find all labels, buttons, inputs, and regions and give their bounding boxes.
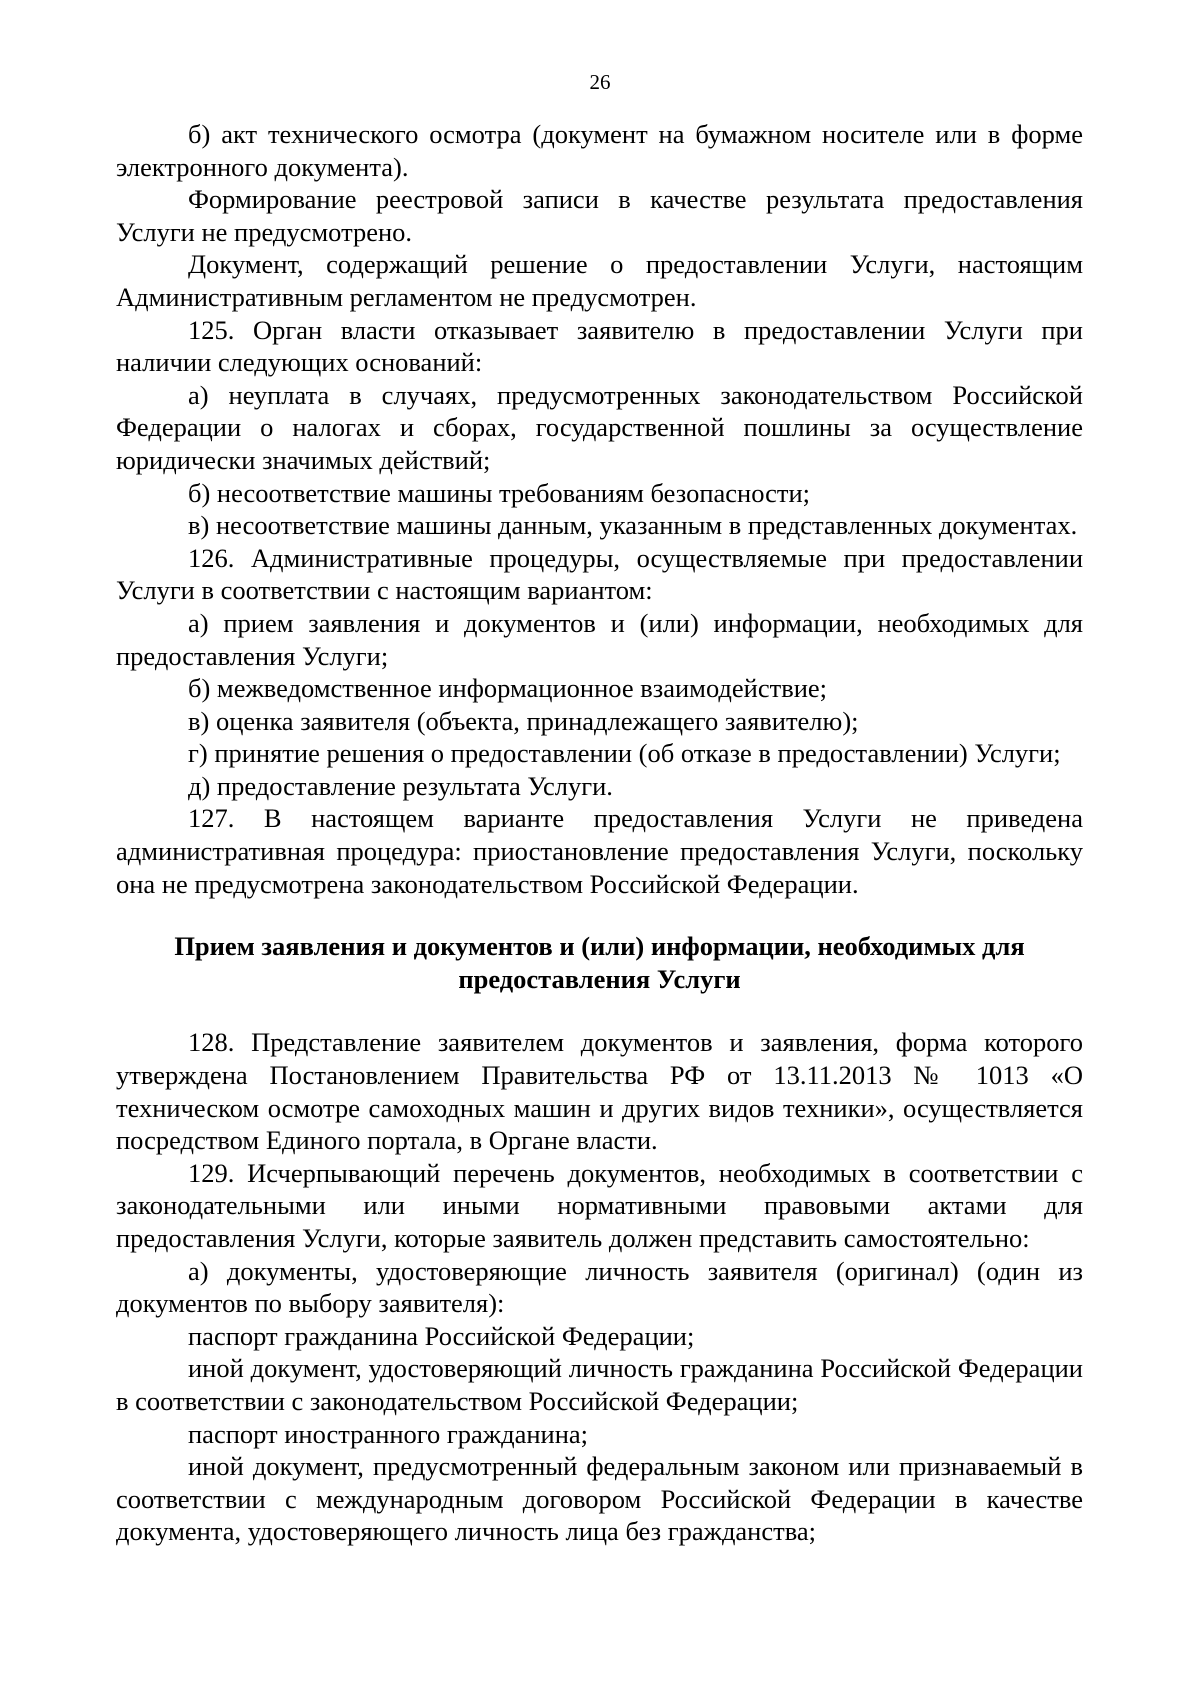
document-body <box>116 118 1083 1548</box>
paragraph: в) несоответствие машины данным, указанным в представленных документах. <box>188 510 1078 541</box>
page-number: 26 <box>589 70 611 94</box>
paragraph: иной документ, предусмотренный федеральным законом или признаваемый в соответствии с международным договором Российской Федерации в качестве документа, удостоверяющего личность лица без гражданства; <box>116 1451 1083 1547</box>
section-heading-line: предоставления Услуги <box>458 963 741 994</box>
paragraph: а) прием заявления и документов и (или) информации, необходимых для предоставления Услуги; <box>116 607 1083 671</box>
paragraph: иной документ, удостоверяющий личность гражданина Российской Федерации в соответствии с законодательством Российской Федерации; <box>116 1353 1083 1416</box>
paragraph: 125. Орган власти отказывает заявителю в предоставлении Услуги при наличии следующих оснований: <box>116 314 1083 378</box>
paragraph: б) акт технического осмотра (документ на бумажном носителе или в форме электронного документа). <box>116 119 1083 182</box>
paragraph: б) межведомственное информационное взаимодействие; <box>188 673 828 704</box>
paragraph: паспорт иностранного гражданина; <box>188 1418 588 1449</box>
paragraph: 128. Представление заявителем документов и заявления, форма которого утверждена Постановлением Правительства РФ от 13.11.2013 № 1013 «О техническом осмотре самоходных машин и других видов техники», осуществляется посредством Единого портала, в Органе власти. <box>116 1027 1083 1156</box>
paragraph: а) неуплата в случаях, предусмотренных законодательством Российской Федерации о налогах и сборах, государственной пошлины за осуществление юридически значимых действий; <box>116 379 1083 475</box>
paragraph: в) оценка заявителя (объекта, принадлежащего заявителю); <box>188 705 859 736</box>
paragraph: г) принятие решения о предоставлении (об отказе в предоставлении) Услуги; <box>188 738 1061 769</box>
spacer <box>116 995 1083 1026</box>
paragraph: Формирование реестровой записи в качестве результата предоставления Услуги не предусмотрено. <box>116 184 1083 247</box>
paragraph: паспорт гражданина Российской Федерации; <box>188 1320 695 1351</box>
paragraph: Документ, содержащий решение о предоставлении Услуги, настоящим Административным регламентом не предусмотрен. <box>116 249 1083 312</box>
spacer <box>116 900 1083 930</box>
paragraph: б) несоответствие машины требованиям безопасности; <box>188 477 811 508</box>
paragraph: а) документы, удостоверяющие личность заявителя (оригинал) (один из документов по выбору заявителя): <box>116 1255 1083 1319</box>
paragraph: 129. Исчерпывающий перечень документов, необходимых в соответствии с законодательными или иными нормативными правовыми актами для предоставления Услуги, которые заявитель должен представить самостоятельно: <box>116 1157 1083 1253</box>
section-heading-line: Прием заявления и документов и (или) информации, необходимых для <box>174 931 1025 962</box>
paragraph: 127. В настоящем варианте предоставления Услуги не приведена административная процедура: приостановление предоставления Услуги, поскольку она не предусмотрена законодательством Российской Федерации. <box>116 803 1083 899</box>
section-heading <box>116 930 1083 995</box>
paragraph: 126. Административные процедуры, осуществляемые при предоставлении Услуги в соответствии с настоящим вариантом: <box>116 542 1083 606</box>
paragraph: д) предоставление результата Услуги. <box>188 770 613 801</box>
